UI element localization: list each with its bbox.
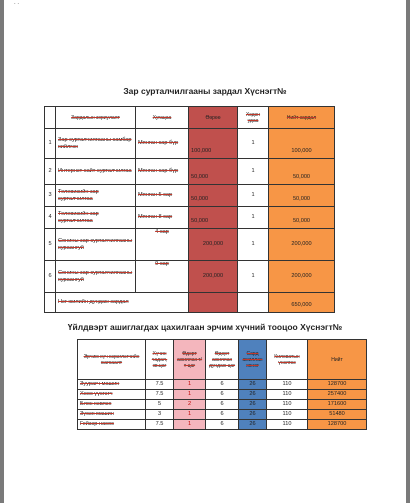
row-total: 171600 [308,400,367,410]
row-name: Зуурагч машин [78,380,146,390]
table1-header-row [45,107,335,129]
table-row [78,400,367,410]
row-period: Мянган 5 сар [136,185,189,207]
row-total: 50,000 [269,207,335,229]
row-times: 1 [238,207,269,229]
header-total: Нийт [308,340,367,380]
row-shift: 1 [174,380,206,390]
row-power: 3 [146,410,174,420]
row-period: Мянган сар бүр [136,129,189,159]
row-total: 257400 [308,390,367,400]
grand-total: 650,000 [269,293,335,313]
header-consumer: Эрчим хүч хэрэглэгчийн жагсаалт [78,340,146,380]
header-days: Сард ажиллах хоног [239,340,267,380]
row-hours: 6 [206,400,239,410]
row-mid: 100,000 [189,129,238,159]
table1-title: Зар сурталчилгааны зардал Хүснэгт№ [123,86,287,96]
row-days: 26 [239,390,267,400]
total-empty [45,293,56,313]
row-mid: 50,000 [189,185,238,207]
table2-header-row [78,340,367,380]
table2-title: Үйлдвэрт ашиглагдах цахилгаан эрчим хүчний тооцоо Хүснэгт№ [67,322,343,332]
table1-total-row [45,293,335,313]
row-period: 9 сар [136,261,189,293]
row-name: Гейзэр насос [78,420,146,430]
row-period: Мянган 8 сар [136,207,189,229]
header-purpose: Зардалын зориулалт [56,107,136,129]
advertising-cost-table [44,106,335,313]
row-purpose: Интернэт сайт сурталчилгаа [56,159,136,185]
header-power: Хүчин чадал, кв.цаг [146,340,174,380]
table-row [45,185,335,207]
row-total: 50,000 [269,185,335,207]
row-number: 1 [45,129,56,159]
row-times: 1 [238,129,269,159]
row-shift: 1 [174,420,206,430]
header-period: Хугацаа [136,107,189,129]
row-number: 3 [45,185,56,207]
row-days: 26 [239,410,267,420]
header-hours: Өдөрт ажиллах дундаж цаг [206,340,239,380]
row-name: Хөөс үүсгэгч [78,390,146,400]
row-mid: 50,000 [189,159,238,185]
electricity-cost-table [77,339,367,430]
table-row [45,207,335,229]
row-mid: 50,000 [189,207,238,229]
header-shift: Өдөрт ажиллах т/т цаг [174,340,206,380]
row-hours: 6 [206,380,239,390]
row-hours: 6 [206,410,239,420]
top-marks: . . [14,0,20,6]
row-total: 128700 [308,420,367,430]
row-times: 1 [238,159,269,185]
row-number: 2 [45,159,56,185]
row-rate: 110 [267,410,308,420]
total-times-empty [238,293,269,313]
row-purpose: Телевизийн зар сурталчилгаа [56,185,136,207]
header-rate: Киловатын үнэлгээ [267,340,308,380]
row-number: 6 [45,261,56,293]
header-times: Хэдэн удаа [238,107,269,129]
table-row [45,229,335,261]
row-purpose: Телевизийн зар сурталчилгаа [56,207,136,229]
row-name: Зүсэх машин [78,410,146,420]
row-times: 1 [238,261,269,293]
table-row [45,261,335,293]
row-number: 4 [45,207,56,229]
row-total: 200,000 [269,229,335,261]
table-row [45,159,335,185]
row-shift: 1 [174,390,206,400]
document-page [4,0,406,503]
table-row [45,129,335,159]
header-total: Нийт зардал [269,107,335,129]
total-mid-empty [189,293,238,313]
header-mid: Өөрөө [189,107,238,129]
row-total: 100,000 [269,129,335,159]
row-name: Блок хэвлэх [78,400,146,410]
row-period: 4 сар [136,229,189,261]
row-total: 50,000 [269,159,335,185]
row-power: 7.5 [146,420,174,430]
row-mid: 200,000 [189,229,238,261]
row-number: 5 [45,229,56,261]
row-days: 26 [239,380,267,390]
row-hours: 6 [206,420,239,430]
row-purpose: Зар сурталчилгааны самбар хийлгэх [56,129,136,159]
row-power: 7.5 [146,390,174,400]
row-days: 26 [239,400,267,410]
row-times: 1 [238,185,269,207]
row-rate: 110 [267,400,308,410]
row-shift: 1 [174,410,206,420]
row-shift: 2 [174,400,206,410]
row-rate: 110 [267,390,308,400]
row-times: 1 [238,229,269,261]
row-mid: 200,000 [189,261,238,293]
row-power: 5 [146,400,174,410]
row-rate: 110 [267,420,308,430]
row-hours: 6 [206,390,239,400]
row-total: 128700 [308,380,367,390]
table-row [78,390,367,400]
row-purpose: Сонины зар сурталчилгааны хураангуй [56,261,136,293]
table-row [78,380,367,390]
row-power: 7.5 [146,380,174,390]
row-period: Мянган сар бүр [136,159,189,185]
row-total: 200,000 [269,261,335,293]
total-label: Нэг жилийн дундаж зардал [56,293,189,313]
row-total: 51480 [308,410,367,420]
row-rate: 110 [267,380,308,390]
table-row [78,410,367,420]
row-purpose: Сонины зар сурталчилгааны хураангуй [56,229,136,261]
table-row [78,420,367,430]
row-days: 26 [239,420,267,430]
header-no [45,107,56,129]
